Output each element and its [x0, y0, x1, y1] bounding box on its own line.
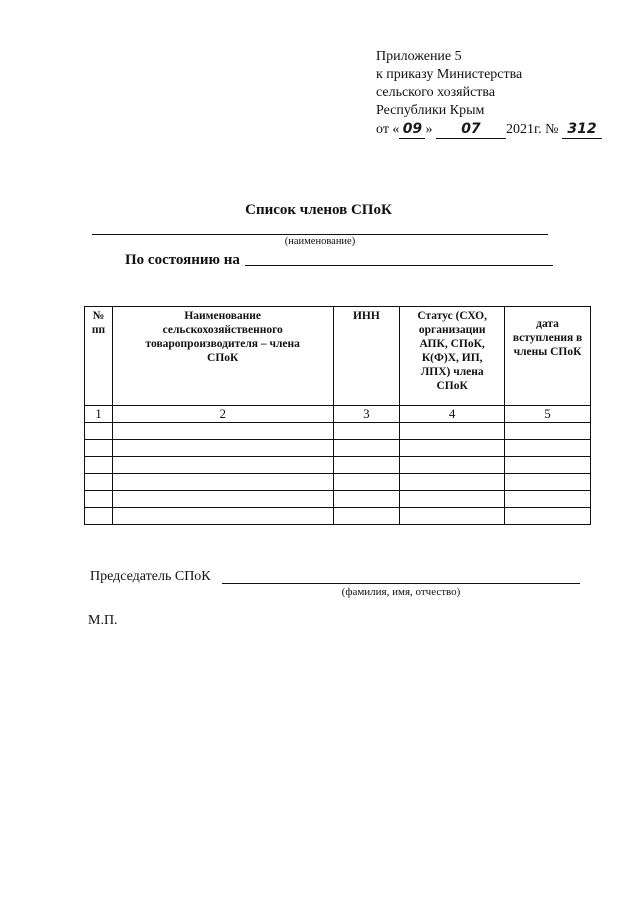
order-month: 07: [436, 120, 506, 139]
table-cell[interactable]: [85, 491, 113, 508]
table-cell[interactable]: [333, 457, 400, 474]
appendix-line-3: сельского хозяйства: [376, 85, 496, 100]
table-row: [85, 457, 591, 474]
as-of-label: По состоянию на: [125, 252, 240, 268]
appendix-line-4: Республики Крым: [376, 103, 485, 118]
table-cell[interactable]: [112, 440, 333, 457]
header-join-date: дата вступления в члены СПоК: [505, 307, 591, 406]
table-cell[interactable]: [400, 440, 505, 457]
table-cell[interactable]: [505, 423, 591, 440]
table-cell[interactable]: [333, 491, 400, 508]
table-row: [85, 423, 591, 440]
table-cell[interactable]: [505, 440, 591, 457]
column-number-cell: 2: [112, 406, 333, 423]
table-cell[interactable]: [112, 508, 333, 525]
header-producer-name: Наименование сельскохозяйственного товаропроизводителя – члена СПоК: [112, 307, 333, 406]
order-year: 2021г. №: [505, 122, 559, 137]
name-underline: [92, 234, 548, 235]
table-cell[interactable]: [85, 423, 113, 440]
table-cell[interactable]: [333, 508, 400, 525]
table-cell[interactable]: [400, 474, 505, 491]
table-cell[interactable]: [400, 491, 505, 508]
appendix-line-2: к приказу Министерства: [376, 67, 523, 82]
table-cell[interactable]: [333, 440, 400, 457]
page-title: Список членов СПоК: [245, 202, 392, 218]
table-row: [85, 474, 591, 491]
table-cell[interactable]: [112, 474, 333, 491]
table-cell[interactable]: [505, 508, 591, 525]
table-cell[interactable]: [333, 474, 400, 491]
header-inn: ИНН: [333, 307, 400, 406]
appendix-date-line: [376, 120, 602, 139]
table-cell[interactable]: [505, 457, 591, 474]
column-number-cell: 4: [400, 406, 505, 423]
table-cell[interactable]: [112, 457, 333, 474]
chairman-caption: (фамилия, имя, отчество): [341, 586, 461, 598]
column-number-cell: 3: [333, 406, 400, 423]
table-row: [85, 440, 591, 457]
table-cell[interactable]: [112, 423, 333, 440]
appendix-line-1: Приложение 5: [376, 49, 462, 64]
column-number-row: [85, 406, 591, 423]
table-row: [85, 508, 591, 525]
chairman-underline: [222, 583, 580, 584]
table-row: [85, 491, 591, 508]
table-cell[interactable]: [400, 423, 505, 440]
table-cell[interactable]: [505, 474, 591, 491]
appendix-block: [376, 48, 602, 139]
name-caption: (наименование): [284, 236, 356, 247]
as-of-underline: [245, 265, 553, 266]
table-cell[interactable]: [505, 491, 591, 508]
column-number-cell: 1: [85, 406, 113, 423]
table-cell[interactable]: [85, 474, 113, 491]
table-cell[interactable]: [333, 423, 400, 440]
header-row: [85, 307, 591, 406]
table-cell[interactable]: [85, 508, 113, 525]
table-cell[interactable]: [400, 508, 505, 525]
table-cell[interactable]: [400, 457, 505, 474]
table-cell[interactable]: [85, 440, 113, 457]
date-prefix: от «: [376, 122, 400, 137]
date-quote-close: »: [425, 122, 433, 137]
table-cell[interactable]: [85, 457, 113, 474]
order-number: 312: [562, 120, 602, 139]
header-number: № пп: [85, 307, 113, 406]
chairman-label: Председатель СПоК: [90, 569, 211, 584]
header-status: Статус (СХО, организации АПК, СПоК, К(Ф)Х, ИП, ЛПХ) члена СПоК: [400, 307, 505, 406]
order-day: 09: [399, 120, 425, 139]
table-cell[interactable]: [112, 491, 333, 508]
column-number-cell: 5: [505, 406, 591, 423]
seal-label: М.П.: [88, 613, 118, 628]
members-table: [84, 306, 591, 525]
